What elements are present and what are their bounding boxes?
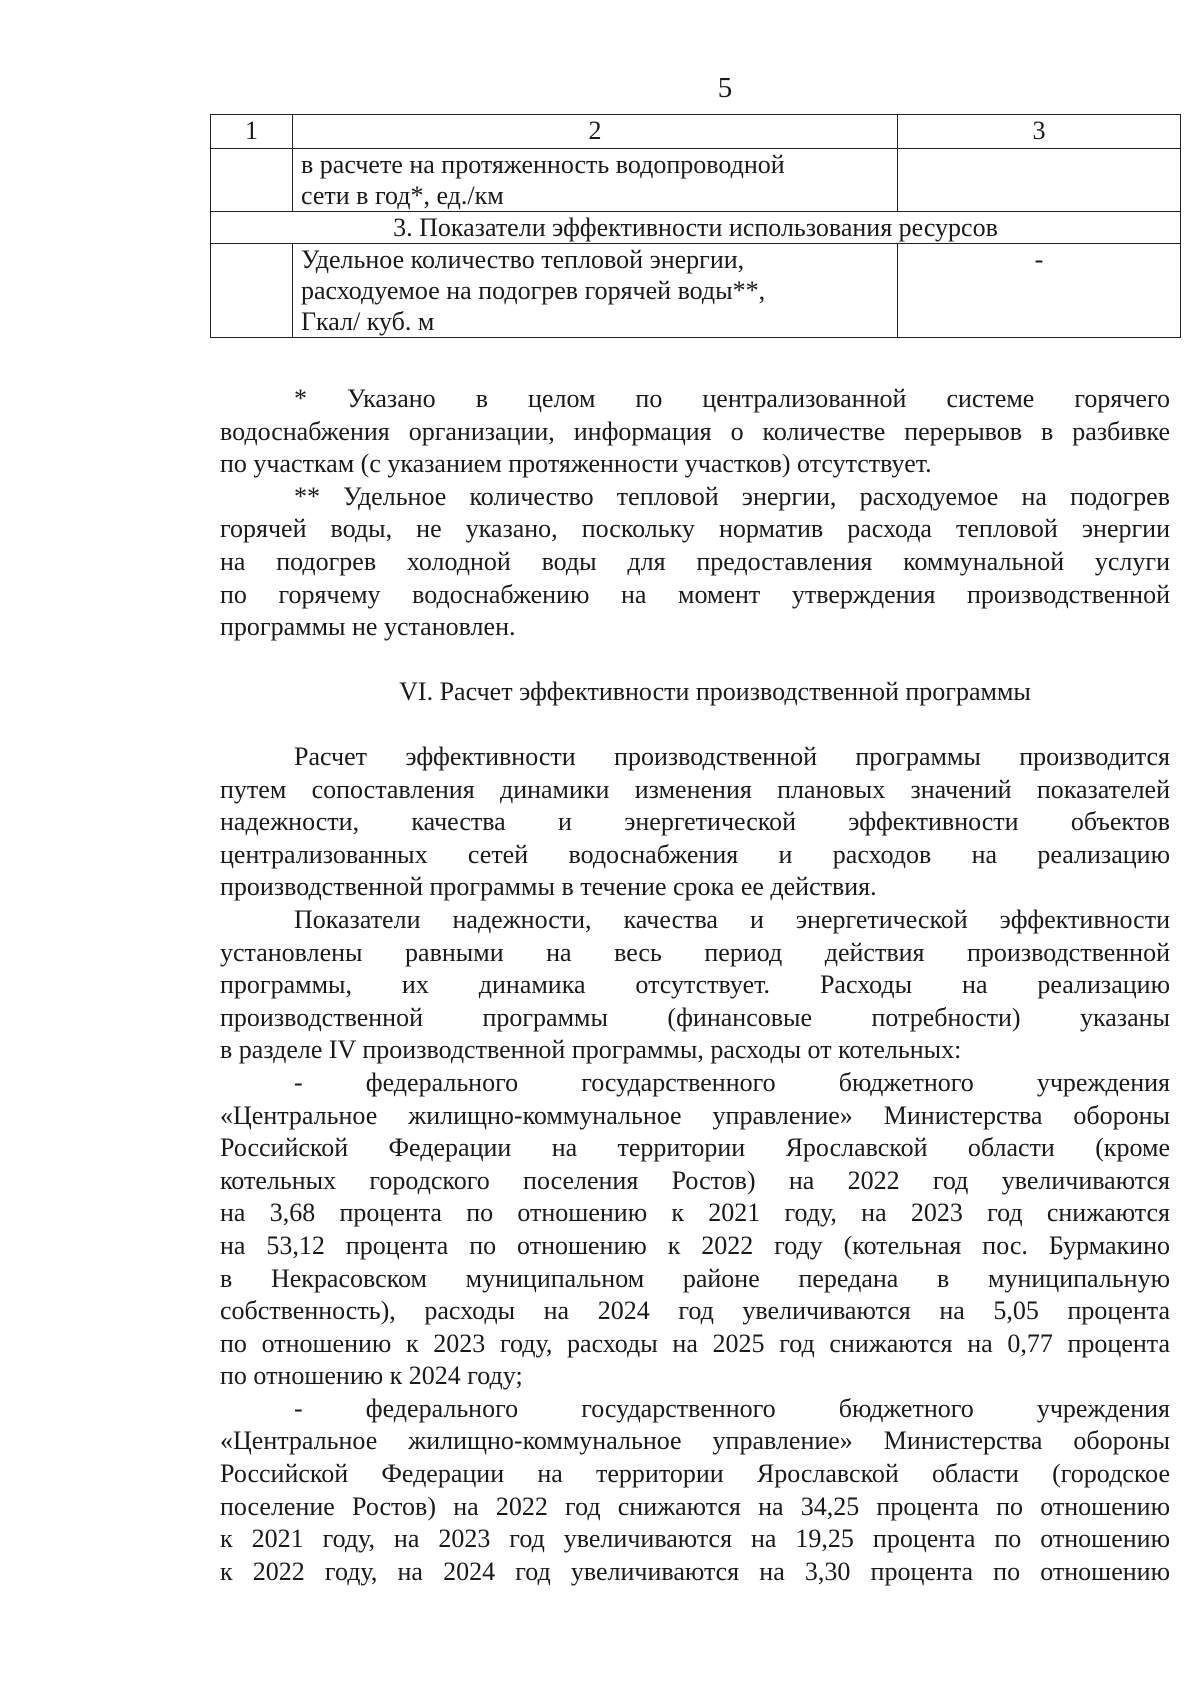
- footnote-line: программы не установлен.: [220, 612, 516, 642]
- paragraph-line: программы, их динамика отсутствует. Расходы на реализацию: [220, 970, 1170, 1000]
- footnotes: [220, 383, 1170, 644]
- paragraph-line: по отношению к 2023 году, расходы на 2025 год снижаются на 0,77 процента: [220, 1328, 1170, 1358]
- paragraph-line: к 2022 году, на 2024 год увеличиваются на 3,30 процента по отношению: [220, 1556, 1170, 1586]
- table-cell-line: расходуемое на подогрев горячей воды**,: [301, 276, 766, 305]
- paragraph-line: установлены равными на весь период действия производственной: [220, 937, 1170, 967]
- paragraph-line: на 3,68 процента по отношению к 2021 году, на 2023 год снижаются: [220, 1198, 1170, 1228]
- table-header-row: [211, 115, 1181, 149]
- paragraph-line: централизованных сетей водоснабжения и расходов на реализацию: [220, 839, 1170, 869]
- table-header-cell: 1: [211, 115, 293, 149]
- table-row: [211, 149, 1181, 212]
- paragraph-line: - федерального государственного бюджетного учреждения: [294, 1067, 1170, 1097]
- table-cell-line: Удельное количество тепловой энергии,: [301, 245, 745, 274]
- paragraph-line: собственность), расходы на 2024 год увеличиваются на 5,05 процента: [220, 1296, 1170, 1326]
- paragraph-line: Показатели надежности, качества и энергетической эффективности: [294, 904, 1170, 934]
- footnote-line: по горячему водоснабжению на момент утверждения производственной: [220, 579, 1170, 609]
- body-text: [220, 741, 1170, 1588]
- paragraph-line: в разделе IV производственной программы, расходы от котельных:: [220, 1035, 962, 1065]
- table-header-cell: 2: [293, 115, 898, 149]
- paragraph-line: «Центральное жилищно-коммунальное управление» Министерства обороны: [220, 1426, 1170, 1456]
- table-row: [211, 244, 1181, 338]
- section-heading: VI. Расчет эффективности производственной программы: [399, 677, 1031, 706]
- table-cell-value: [898, 149, 1181, 212]
- table-cell-indicator: [293, 244, 898, 338]
- paragraph-line: надежности, качества и энергетической эффективности объектов: [220, 807, 1170, 837]
- indicators-table: [210, 114, 1181, 338]
- paragraph-line: путем сопоставления динамики изменения плановых значений показателей: [220, 774, 1170, 804]
- page-number: 5: [717, 72, 733, 104]
- paragraph-line: производственной программы (финансовые потребности) указаны: [220, 1002, 1170, 1032]
- footnote-line: ** Удельное количество тепловой энергии, расходуемое на подогрев: [294, 481, 1170, 511]
- paragraph-line: Расчет эффективности производственной программы производится: [294, 742, 1170, 771]
- table-cell-line: в расчете на протяженность водопроводной: [301, 150, 785, 179]
- footnote-line: * Указано в целом по централизованной системе горячего: [294, 384, 1170, 413]
- footnote-line: горячей воды, не указано, поскольку норматив расхода тепловой энергии: [220, 514, 1170, 544]
- footnote-line: водоснабжения организации, информация о количестве перерывов в разбивке: [220, 416, 1170, 446]
- table-cell-line: сети в год*, ед./км: [301, 181, 504, 210]
- table-header-cell: 3: [898, 115, 1181, 149]
- table-cell-number: [211, 244, 293, 338]
- paragraph-line: поселение Ростов) на 2022 год снижаются на 34,25 процента по отношению: [220, 1491, 1170, 1521]
- paragraph-line: - федерального государственного бюджетного учреждения: [294, 1393, 1170, 1423]
- paragraph-line: к 2021 году, на 2023 год увеличиваются на 19,25 процента по отношению: [220, 1524, 1170, 1554]
- paragraph-line: на 53,12 процента по отношению к 2022 году (котельная пос. Бурмакино: [220, 1230, 1170, 1260]
- table-cell-value: -: [898, 244, 1181, 338]
- paragraph-line: производственной программы в течение срока ее действия.: [220, 872, 877, 902]
- paragraph-line: в Некрасовском муниципальном районе передана в муниципальную: [220, 1263, 1170, 1293]
- table-cell-indicator: [293, 149, 898, 212]
- table-section-title: 3. Показатели эффективности использования ресурсов: [211, 212, 1181, 244]
- footnote-line: по участкам (с указанием протяженности участков) отсутствует.: [220, 449, 932, 479]
- table-cell-line: Гкал/ куб. м: [301, 307, 435, 336]
- paragraph-line: по отношению к 2024 году;: [220, 1361, 523, 1391]
- paragraph-line: «Центральное жилищно-коммунальное управление» Министерства обороны: [220, 1100, 1170, 1130]
- paragraph-line: Российской Федерации на территории Ярославской области (городское: [220, 1459, 1170, 1489]
- paragraph-line: котельных городского поселения Ростов) на 2022 год увеличиваются: [220, 1165, 1170, 1195]
- table-cell-number: [211, 149, 293, 212]
- table-section-row: [211, 212, 1181, 244]
- paragraph-line: Российской Федерации на территории Ярославской области (кроме: [220, 1133, 1170, 1163]
- footnote-line: на подогрев холодной воды для предоставления коммунальной услуги: [220, 546, 1170, 576]
